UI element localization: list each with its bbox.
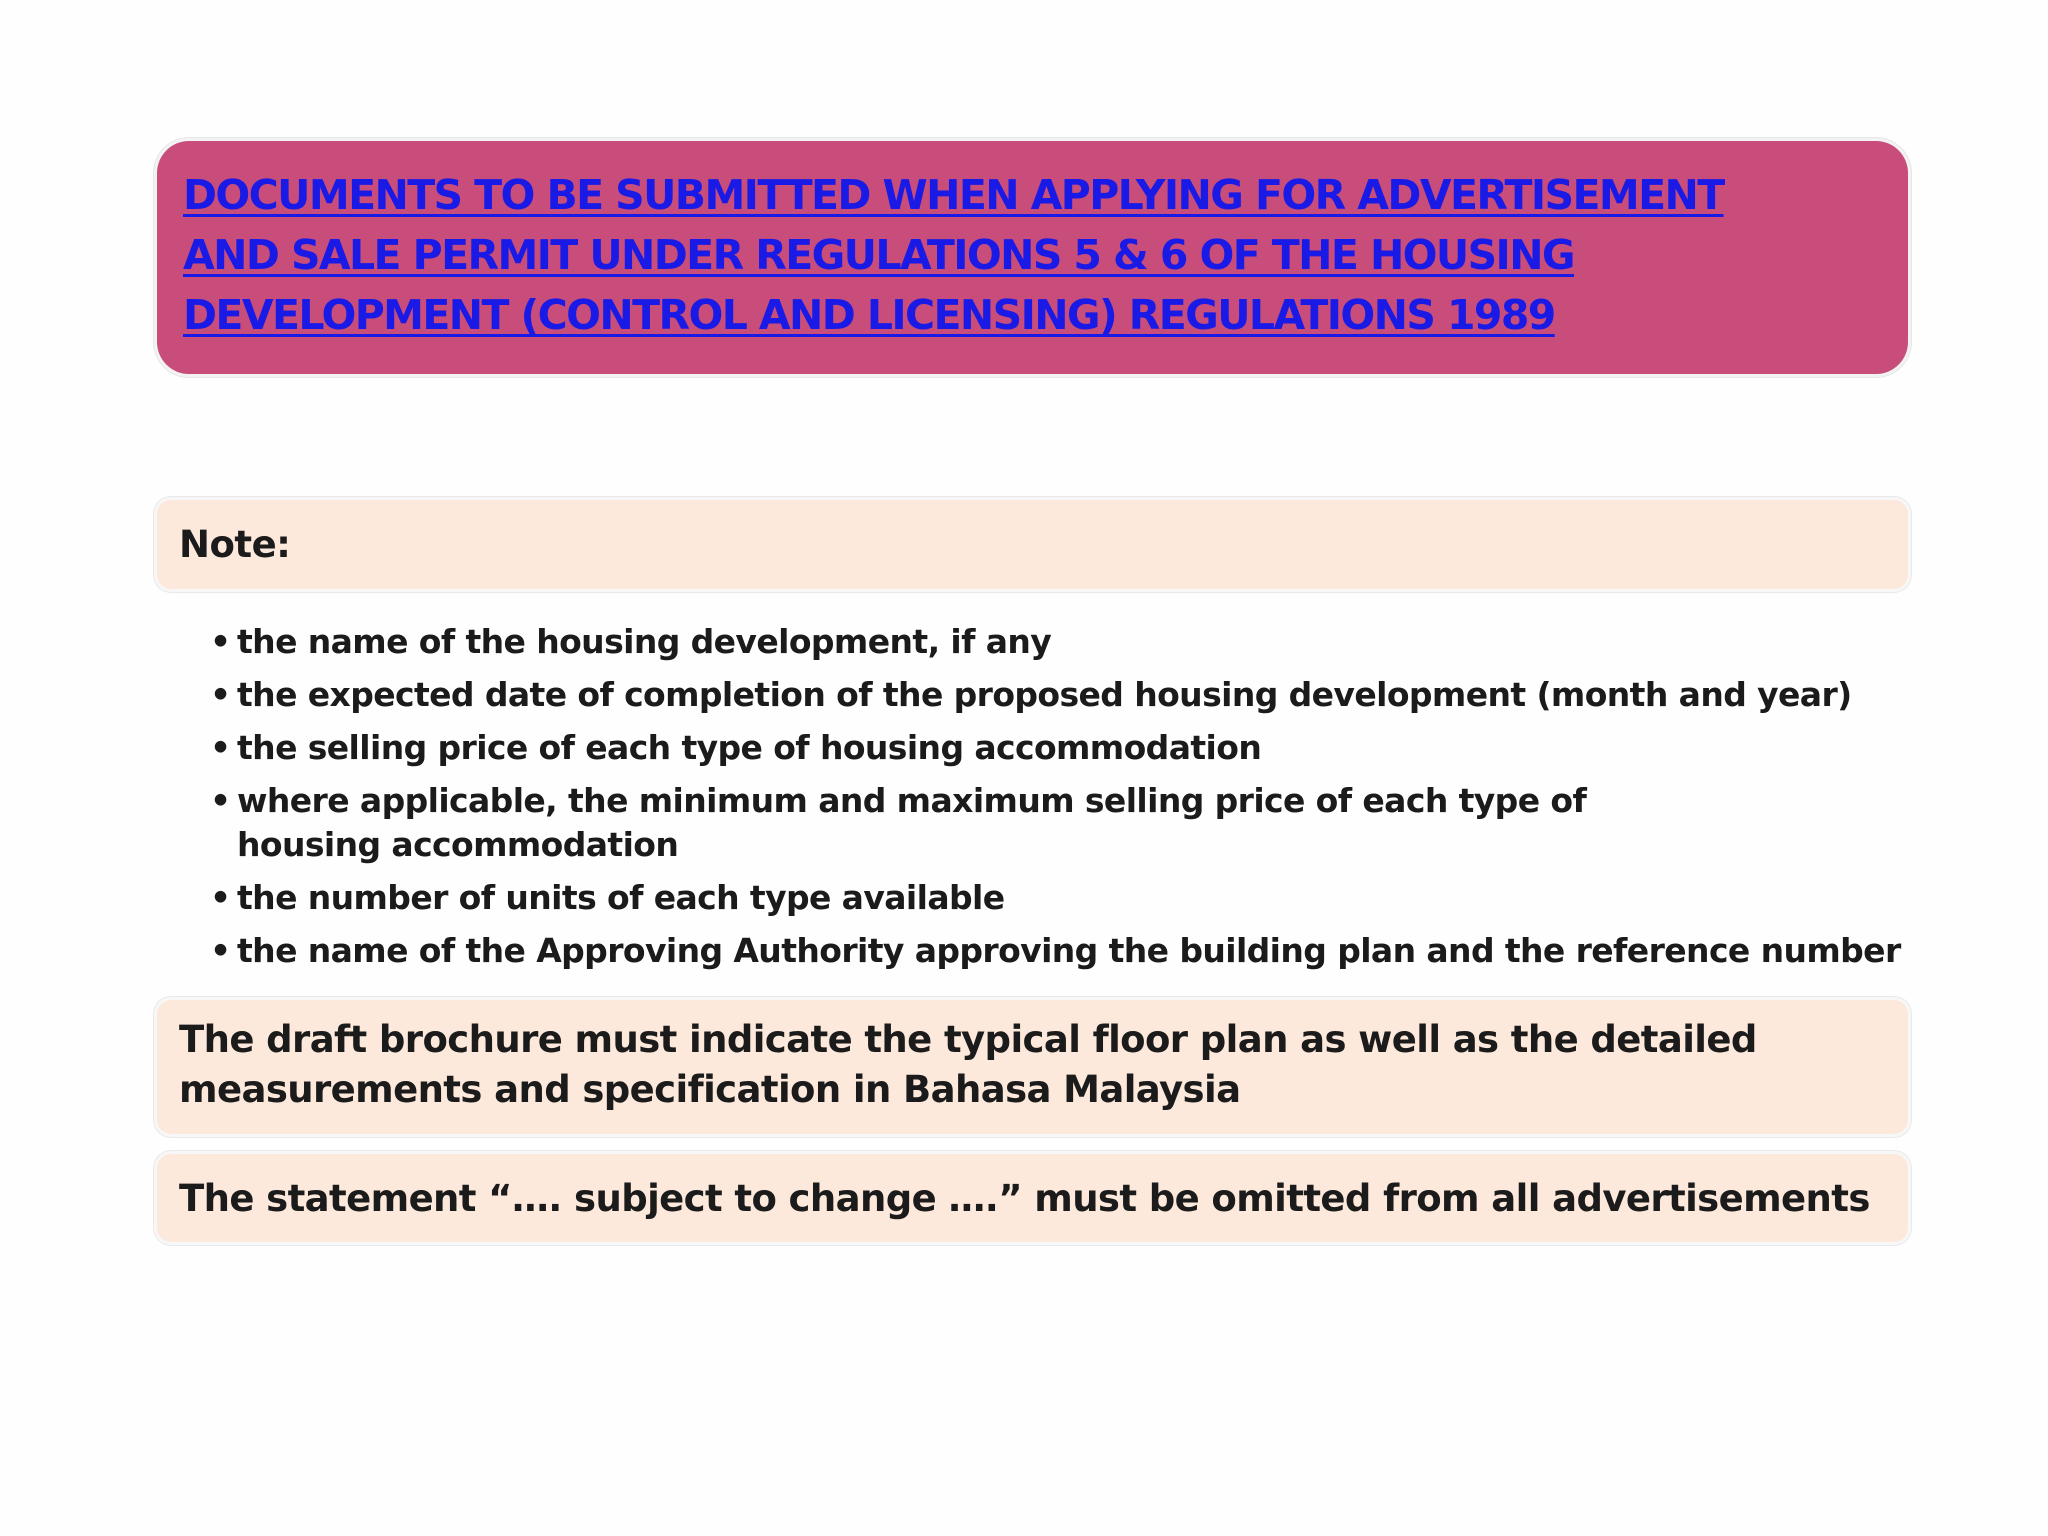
list-item [210,929,1910,973]
list-item-text: the expected date of completion of the proposed housing development (month and year) [237,675,1852,714]
bullet-icon: • [210,728,231,767]
statement-note-text: The statement “…. subject to change ….” must be omitted from all advertisements [179,1176,1870,1220]
bullet-icon: • [210,781,231,820]
list-item-text: where applicable, the minimum and maximum selling price of each type of housing accommodation [237,781,1587,864]
title-link-line-1[interactable]: DOCUMENTS TO BE SUBMITTED WHEN APPLYING FOR ADVERTISEMENT [183,171,1724,219]
note-box [157,500,1908,589]
list-item [210,673,1910,717]
list-item-text: the name of the housing development, if any [237,622,1052,661]
brochure-note-text: The draft brochure must indicate the typical floor plan as well as the detailed measurements and specification in Bahasa Malaysia [179,1018,1757,1111]
statement-note-box [157,1154,1908,1242]
list-item-text: the selling price of each type of housing accommodation [237,728,1262,767]
brochure-note-box [157,1000,1908,1134]
requirements-list [210,620,1910,982]
bullet-icon: • [210,622,231,661]
bullet-icon: • [210,931,231,970]
note-label: Note: [179,523,291,566]
list-item [210,779,1657,867]
list-item [210,726,1910,770]
bullet-icon: • [210,675,231,714]
list-item [210,620,1910,664]
list-item-text: the number of units of each type available [237,878,1005,917]
list-item [210,876,1910,920]
title-link-line-3[interactable]: DEVELOPMENT (CONTROL AND LICENSING) REGULATIONS 1989 [183,291,1555,339]
bullet-icon: • [210,878,231,917]
title-link-line-2[interactable]: AND SALE PERMIT UNDER REGULATIONS 5 & 6 OF THE HOUSING [183,231,1574,279]
list-item-text: the name of the Approving Authority approving the building plan and the reference number [237,931,1901,970]
title-banner [157,141,1908,374]
